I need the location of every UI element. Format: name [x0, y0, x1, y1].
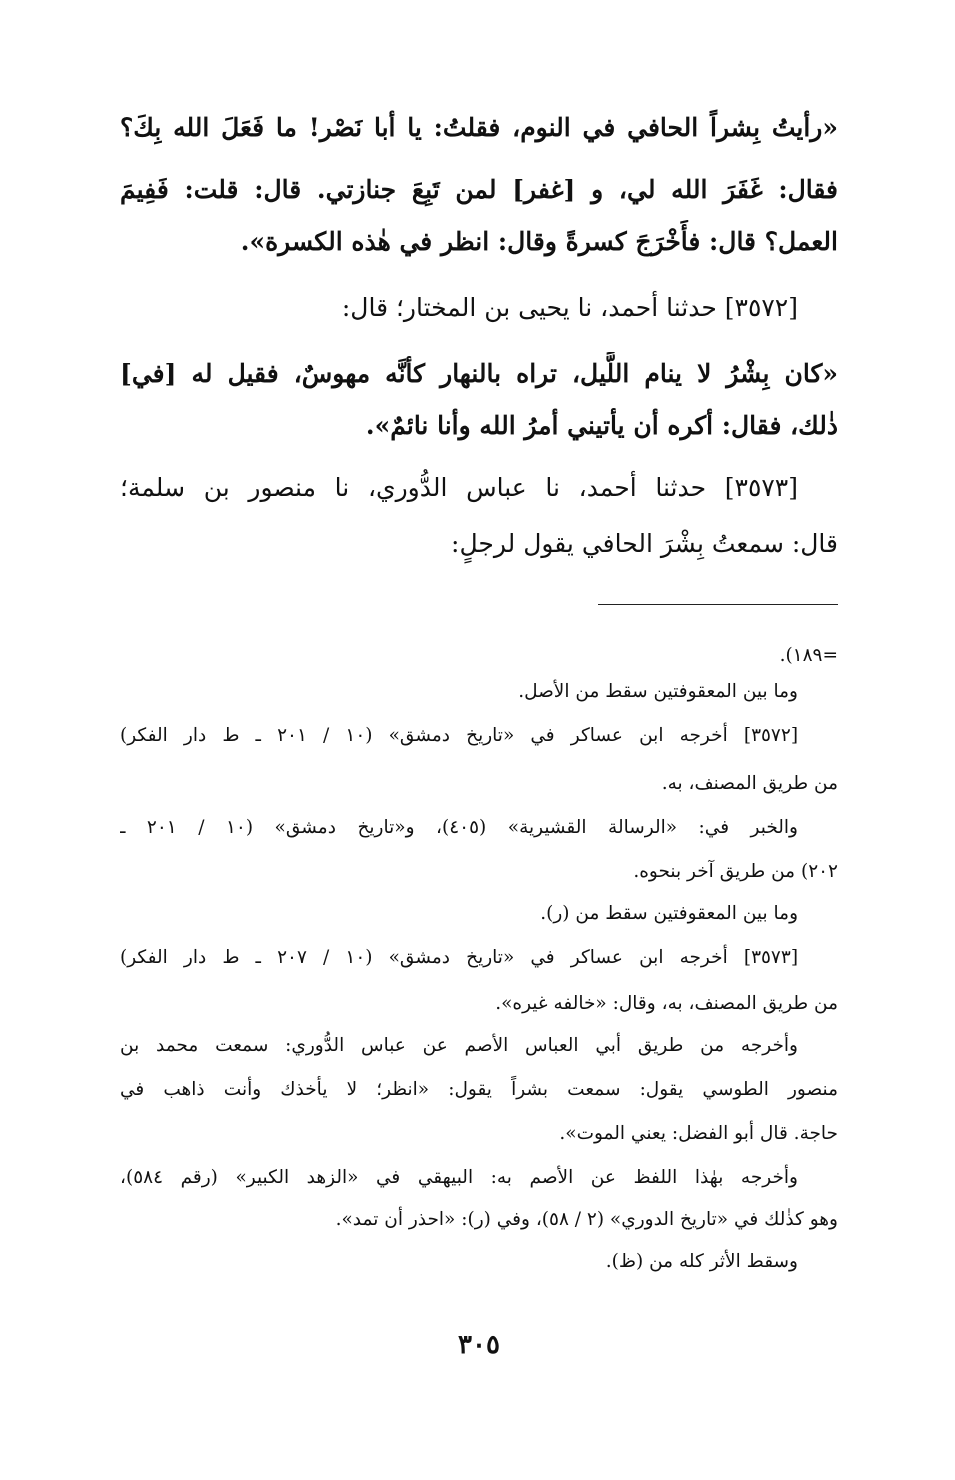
footnote-line-15: وسقط الأثر كله من (ظ).	[605, 1251, 798, 1272]
main-line-8: قال: سمعتُ بِشْرَ الحافي يقول لرجلٍ:	[451, 529, 838, 558]
footnote-line-12: حاجة. قال أبو الفضل: يعني الموت».	[559, 1123, 838, 1144]
footnote-line-1: =١٨٩).	[779, 645, 838, 666]
main-line-5: «كان بِشْرُ لا ينام اللَّيل، تراه بالنهار كأنَّه مهوسٌ، فقيل له [في]	[120, 359, 838, 388]
main-line-6: ذٰلك، فقال: أكره أن يأتيني أمرُ الله وأنا نائمٌ».	[365, 411, 838, 440]
main-line-3: العمل؟ قال: فأَخْرَجَ كسرةً وقال: انظر في هٰذه الكسرة».	[240, 227, 838, 256]
page-number: ٣٠٥	[458, 1330, 500, 1360]
footnote-separator	[598, 604, 838, 605]
footnote-line-5: والخبر في: «الرسالة القشيرية» (٤٠٥)، و«تاريخ دمشق» (١٠ / ٢٠١ ـ	[120, 817, 798, 838]
footnote-line-14: وهو كذٰلك في «تاريخ الدوري» (٢ / ٥٨)، وفي (ر): «احذر أن تمد».	[335, 1209, 838, 1230]
footnote-line-10: وأخرجه من طريق أبي العباس الأصم عن عباس الدُّوري: سمعت محمد بن	[120, 1035, 798, 1056]
footnote-line-8: [٣٥٧٣] أخرجه ابن عساكر في «تاريخ دمشق» (١٠ / ٢٠٧ ـ ط دار الفكر)	[120, 947, 799, 968]
footnote-line-7: وما بين المعقوفتين سقط من (ر).	[540, 903, 798, 924]
main-line-1: «رأيتُ بِشراً الحافي في النوم، فقلتُ: يا أبا نَصْر! ما فَعَلَ الله بِكَ؟	[120, 113, 838, 142]
footnote-line-2: وما بين المعقوفتين سقط من الأصل.	[518, 681, 798, 702]
footnote-line-11: منصور الطوسي يقول: سمعت بشراً يقول: «انظر؛ لا يأخذك وأنت ذاهب في	[120, 1079, 838, 1100]
footnote-line-9: من طريق المصنف، به، وقال: «خالفه غيره».	[495, 993, 838, 1014]
footnote-line-6: ٢٠٢) من طريق آخر بنحوه.	[633, 861, 838, 882]
main-line-2: فقال: غَفَرَ الله لي، و [غفر] لمن تَبِعَ جنازتي. قال: قلت: فَفِيمَ	[120, 175, 838, 204]
footnote-line-13: وأخرجه بهٰذا اللفظ عن الأصم به: البيهقي في «الزهد الكبير» (رقم ٥٨٤)،	[120, 1167, 798, 1188]
footnote-line-3: [٣٥٧٢] أخرجه ابن عساكر في «تاريخ دمشق» (١٠ / ٢٠١ ـ ط دار الفكر)	[120, 725, 799, 746]
main-line-4-hadith-3572: [٣٥٧٢] حدثنا أحمد، نا يحيى بن المختار؛ قال:	[341, 293, 798, 322]
footnote-line-4: من طريق المصنف، به.	[661, 773, 838, 794]
main-line-7-hadith-3573: [٣٥٧٣] حدثنا أحمد، نا عباس الدُّوري، نا منصور بن سلمة؛	[120, 473, 798, 502]
book-page	[120, 0, 838, 1480]
